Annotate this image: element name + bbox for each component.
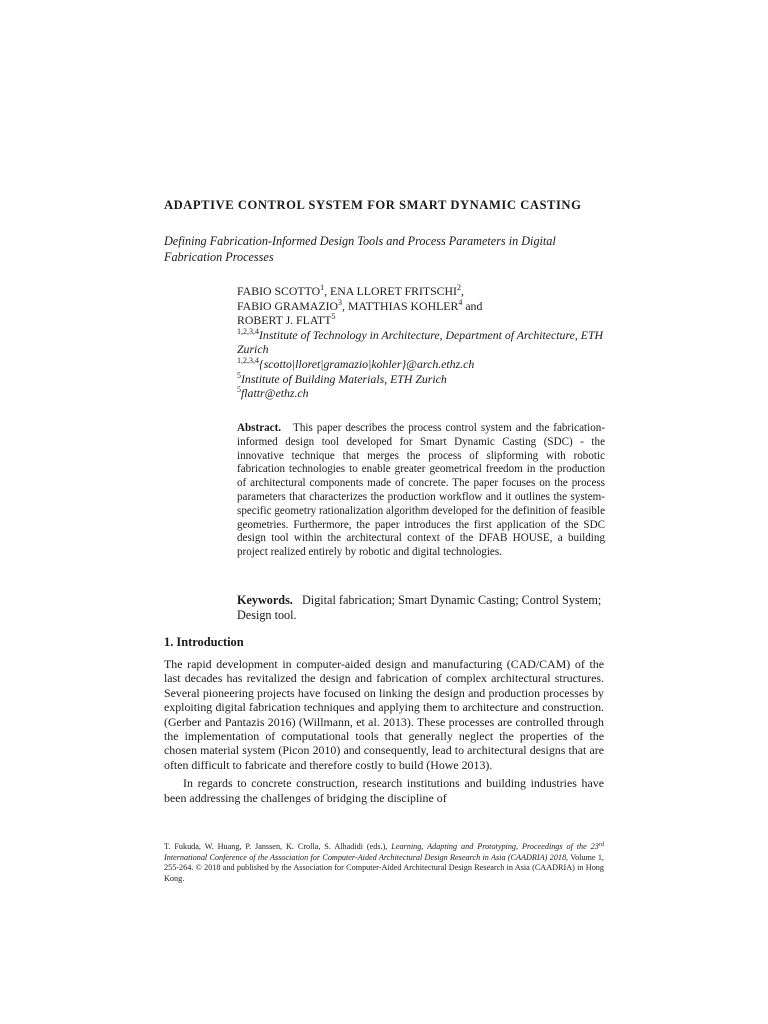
author-separator: , [460, 284, 464, 298]
affiliation [237, 328, 607, 357]
section-body [164, 657, 604, 805]
affiliation-marker: 1,2,3,4 [237, 326, 259, 336]
footnote-ordinal: rd [598, 842, 604, 848]
affiliation-marker: 5 [237, 370, 241, 380]
footnote-book-title: Learning, Adapting and Prototyping, Proceedings of the 23 [391, 842, 599, 851]
abstract [237, 422, 605, 560]
abstract-text: This paper describes the process control system and the fabrication-informed design tool developed for Smart Dynamic Casting (SDC) - the innovative technique that merges the process of slipforming with robotic fabrication technologies to enable greater geometrical freedom in the production of architectural components made of concrete. The paper focuses on the process parameters that characterizes the production workflow and it outlines the system-specific geometry rationalization algorithm developed for the definition of feasible geometries. Furthermore, the paper introduces the first application of the SDC design tool within the architectural context of the DFAB HOUSE, a building project realized entirely by robotic and digital technologies. [237, 422, 605, 559]
paper-title: ADAPTIVE CONTROL SYSTEM FOR SMART DYNAMIC CASTING [164, 198, 582, 212]
affiliation [237, 372, 607, 387]
abstract-label: Abstract. [237, 422, 282, 434]
author-affiliation-marker: 1 [320, 283, 325, 292]
body-paragraph: The rapid development in computer-aided design and manufacturing (CAD/CAM) of the last decades has revitalized the design and fabrication of complex architectural structures. Several pioneering projects have focused on linking the design and production processes by exploiting digital fabrication techniques and applying them to architecture and construction. (Gerber and Pantazis 2016) (Willmann, et al. 2013). These processes are controlled through the implementation of computational tools that generally neglect the properties of the chosen material system (Picon 2010) and consequently, lead to architectural designs that are often difficult to fabricate and therefore costly to build (Howe 2013). [164, 657, 604, 772]
author-affiliation-marker: 5 [331, 312, 336, 322]
author-name: , MATTHIAS KOHLER [342, 298, 459, 313]
footnote [164, 842, 604, 884]
affiliation-text: Institute of Technology in Architecture, Department of Architecture, ETH Zurich [237, 327, 604, 357]
affiliation-email [237, 357, 607, 372]
author-line [237, 284, 607, 299]
author-name: , ENA LLORET FRITSCHI [324, 284, 457, 298]
author-affiliation-marker: 3 [338, 297, 343, 307]
affiliation-email [237, 386, 607, 401]
keywords [237, 593, 605, 623]
keywords-label: Keywords. [237, 593, 293, 607]
author-name: FABIO SCOTTO [237, 284, 321, 298]
keywords-text: Digital fabrication; Smart Dynamic Casting; Control System; Design tool. [237, 593, 602, 622]
author-block [237, 284, 607, 401]
section-heading: 1. Introduction [164, 635, 244, 649]
body-paragraph: In regards to concrete construction, research institutions and building industries have been addressing the challenges of bridging the discipline of [164, 776, 604, 805]
affiliation-marker: 5 [237, 385, 241, 395]
footnote-editors: T. Fukuda, W. Huang, P. Janssen, K. Crolla, S. Alhadidi (eds.), [164, 842, 392, 851]
paper-subtitle: Defining Fabrication-Informed Design Tools and Process Parameters in Digital Fabrication Processes [164, 234, 556, 264]
author-name: FABIO GRAMAZIO [237, 298, 339, 313]
footnote-book-title: International Conference of the Association for Computer-Aided Architectural Design Research in Asia (CAADRIA) 2018 [164, 852, 567, 862]
affiliation-text: Institute of Building Materials, ETH Zurich [241, 371, 447, 386]
affiliation-marker: 1,2,3,4 [237, 355, 259, 365]
footnote-publication: , Volume 1, 255-264. © 2018 and published by the Association for Computer-Aided Architectural Design Research in Asia (CAADRIA) in Hong Kong. [164, 852, 604, 883]
email-text: flattr@ethz.ch [241, 386, 309, 401]
author-name: ROBERT J. FLATT [237, 313, 332, 328]
author-affiliation-marker: 2 [456, 283, 461, 292]
author-line [237, 313, 607, 328]
author-line [237, 299, 607, 314]
author-conjunction: and [462, 298, 483, 313]
email-text: {scotto|lloret|gramazio|kohler}@arch.ethz.ch [259, 356, 475, 371]
author-affiliation-marker: 4 [458, 297, 463, 307]
